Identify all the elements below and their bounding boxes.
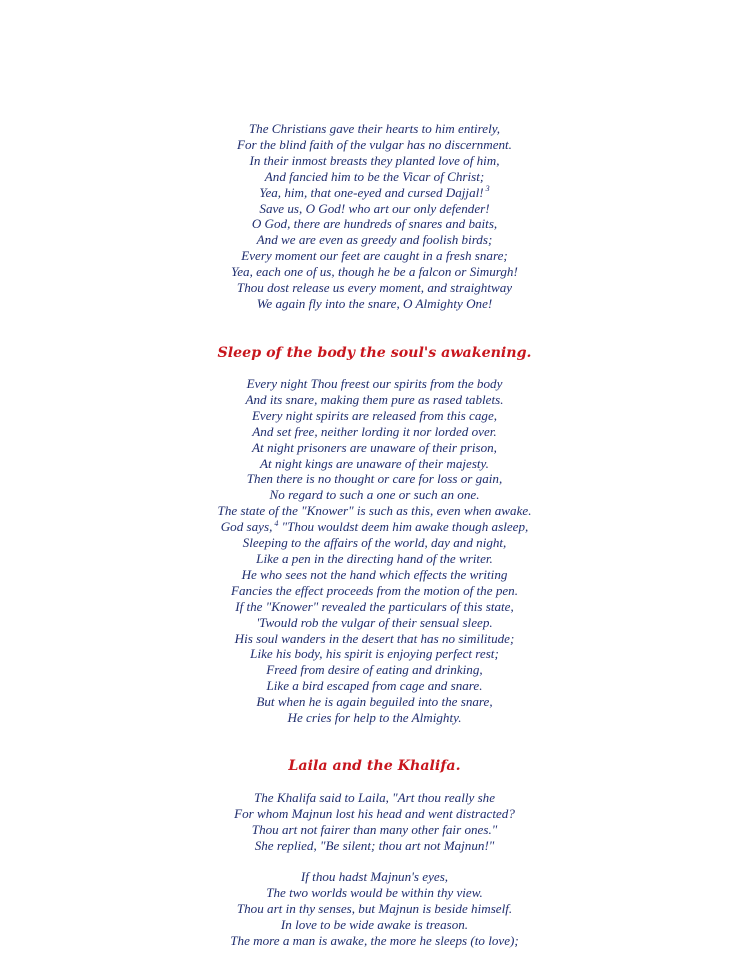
section-heading-laila: Laila and the Khalifa. bbox=[288, 758, 461, 774]
verse-line: Thou art in thy senses, but Majnun is beside himself. bbox=[236, 900, 513, 916]
verse-line: He cries for help to the Almighty. bbox=[287, 710, 462, 726]
verse-line: But when he is again beguiled into the snare, bbox=[256, 694, 493, 710]
verse-line bbox=[0, 519, 749, 535]
verse-line: Thou art not fairer than many other fair ones." bbox=[251, 821, 498, 837]
verse-line: Every night Thou freest our spirits from the body bbox=[246, 376, 503, 391]
verse-line: For the blind faith of the vulgar has no discernment. bbox=[237, 136, 512, 152]
verse-line: She replied, "Be silent; thou art not Majnun!" bbox=[254, 837, 495, 853]
verse-line: Like his body, his spirit is enjoying perfect rest; bbox=[250, 646, 499, 662]
footnote-marker: 4 bbox=[274, 518, 279, 528]
verse-line: The two worlds would be within thy view. bbox=[266, 884, 483, 900]
verse-line: Every night spirits are released from this cage, bbox=[251, 407, 498, 423]
verse-stanza-christians bbox=[0, 121, 749, 312]
verse-line: If the "Knower" revealed the particulars of this state, bbox=[235, 598, 514, 614]
verse-line: If thou hadst Majnun's eyes, bbox=[300, 869, 449, 884]
verse-line: At night prisoners are unaware of their prison, bbox=[252, 439, 497, 455]
verse-stanza-laila bbox=[0, 790, 749, 854]
verse-line: No regard to such a one or such an one. bbox=[269, 487, 480, 503]
verse-stanza-sleep bbox=[0, 376, 749, 726]
verse-line bbox=[0, 185, 749, 201]
verse-line: His soul wanders in the desert that has no similitude; bbox=[234, 630, 515, 646]
verse-line: Every moment our feet are caught in a fresh snare; bbox=[241, 248, 508, 264]
verse-line: Sleeping to the affairs of the world, day and night, bbox=[242, 535, 507, 551]
verse-line: He who sees not the hand which effects the writing bbox=[241, 566, 508, 582]
verse-line: For whom Majnun lost his head and went distracted? bbox=[234, 805, 515, 821]
verse-line: O God, there are hundreds of snares and baits, bbox=[251, 216, 498, 232]
verse-line: Fancies the effect proceeds from the motion of the pen. bbox=[230, 582, 518, 598]
verse-line: And its snare, making them pure as rased tablets. bbox=[245, 391, 504, 407]
verse-line: In their inmost breasts they planted love of him, bbox=[249, 152, 500, 168]
verse-line-text: "Thou wouldst deem him awake though asleep, bbox=[281, 519, 529, 535]
verse-stanza-majnun bbox=[0, 869, 749, 949]
verse-line: Save us, O God! who art our only defender! bbox=[259, 200, 490, 216]
verse-line: And fancied him to be the Vicar of Christ; bbox=[264, 168, 485, 184]
verse-line: Yea, each one of us, though he be a falcon or Simurgh! bbox=[231, 264, 518, 280]
footnote-marker: 3 bbox=[485, 184, 490, 194]
verse-line: The more a man is awake, the more he sleeps (to love); bbox=[230, 932, 519, 948]
verse-line: In love to be wide awake is treason. bbox=[280, 916, 469, 932]
verse-line: Then there is no thought or care for loss or gain, bbox=[246, 471, 503, 487]
verse-line: The Khalifa said to Laila, "Art thou really she bbox=[253, 790, 496, 805]
verse-line: And set free, neither lording it nor lorded over. bbox=[252, 423, 497, 439]
verse-line: At night kings are unaware of their majesty. bbox=[260, 455, 489, 471]
verse-line: The state of the "Knower" is such as this, even when awake. bbox=[217, 503, 532, 519]
verse-line: And we are even as greedy and foolish birds; bbox=[256, 232, 493, 248]
verse-line: Thou dost release us every moment, and straightway bbox=[236, 280, 513, 296]
verse-line-prefix: God says, bbox=[220, 519, 273, 535]
verse-line: 'Twould rob the vulgar of their sensual sleep. bbox=[256, 614, 493, 630]
verse-line: We again fly into the snare, O Almighty One! bbox=[256, 295, 493, 311]
verse-line: Like a pen in the directing hand of the writer. bbox=[256, 550, 493, 566]
verse-line: Like a bird escaped from cage and snare. bbox=[266, 678, 483, 694]
verse-line: The Christians gave their hearts to him entirely, bbox=[248, 121, 501, 136]
section-heading-sleep: Sleep of the body the soul's awakening. bbox=[217, 345, 532, 361]
verse-line-text: Yea, him, that one-eyed and cursed Dajjal! bbox=[259, 184, 484, 200]
verse-line: Freed from desire of eating and drinking, bbox=[266, 662, 483, 678]
